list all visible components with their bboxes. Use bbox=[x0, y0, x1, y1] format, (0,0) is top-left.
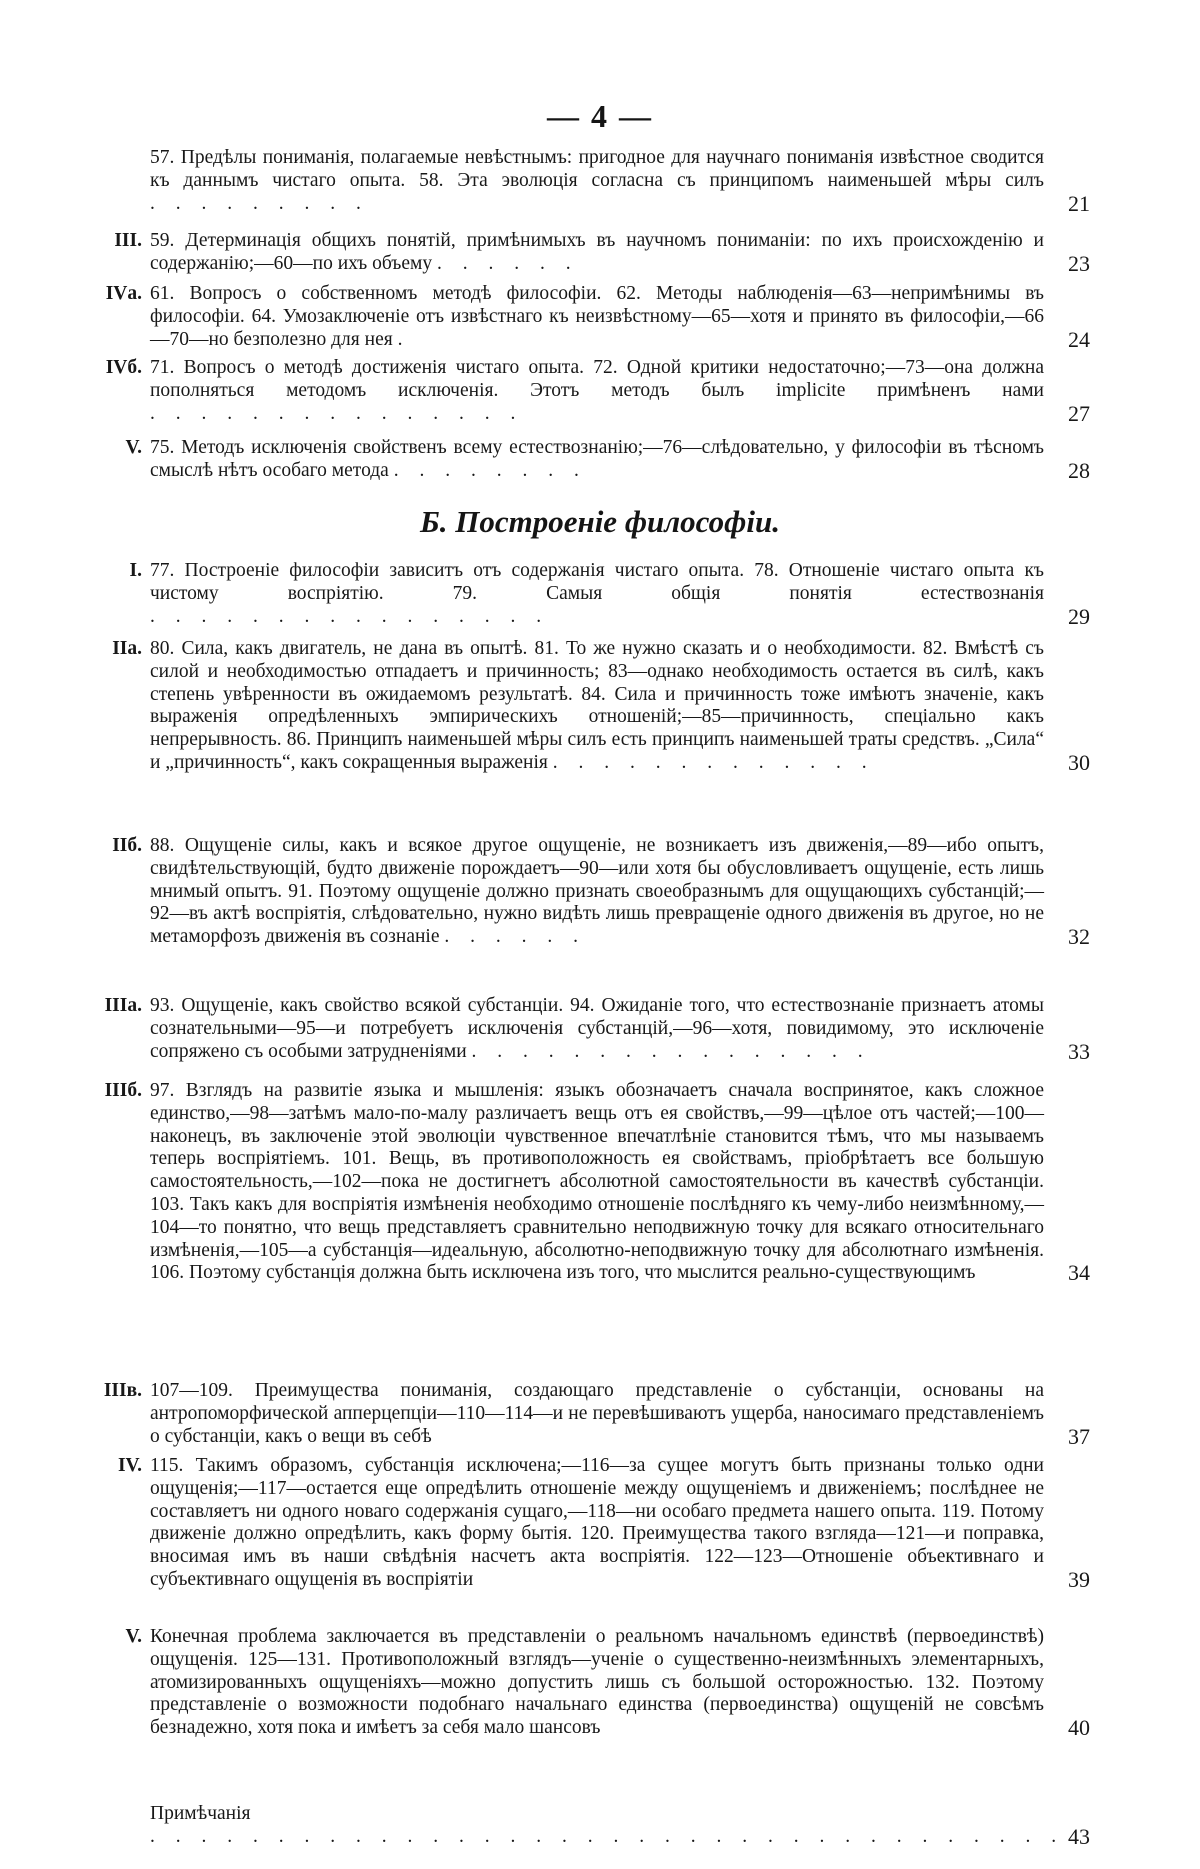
entry-number: IIIб. bbox=[104, 1080, 142, 1101]
section-heading: Б. Построеніе философіи. bbox=[420, 504, 780, 539]
toc-entry bbox=[150, 147, 1090, 216]
dot-leader: . . . . . . . . . . . . . . . bbox=[150, 402, 524, 424]
dot-leader: . . . . . . bbox=[444, 926, 586, 948]
dot-leader: . . . . . . . . . . . . . . . . . . . . . . . . . . . . . . . . . . . . bbox=[150, 1825, 1065, 1847]
entry-text: 57. Предѣлы пониманія, полагаемые невѣстнымъ: пригодное для научнаго пониманія извѣстное сводится къ даннымъ чистаго опыта. 58. Эта эволюція согласна съ принципомъ наименьшей мѣры силъ bbox=[150, 147, 1044, 191]
entry-number: IIб. bbox=[112, 835, 142, 856]
dot-leader: . . . . . . . . bbox=[393, 459, 587, 481]
entry-text: 80. Сила, какъ двигатель, не дана въ опытѣ. 81. То же нужно сказать и о необходимости. 82. Вмѣстѣ съ силой и необходимостью отпадаетъ и причинность; 83—однако необходимость остается въ силѣ, какъ степень увѣренности въ ожидаемомъ результатѣ. 84. Сила и причинность тоже имѣютъ значеніе, какъ выраженія опредѣленныхъ эмпирическихъ отношеній;—85—причинность, спеціально какъ непрерывность. 86. Принципъ наименьшей мѣры силъ есть принципъ наименьшей траты средствъ. „Сила“ и „причинность“, какъ сокращенныя выраженія bbox=[150, 638, 1044, 773]
entry-page-ref: 40 bbox=[1068, 1715, 1090, 1741]
entry-number: IVб. bbox=[105, 357, 142, 378]
entry-page-ref: 37 bbox=[1068, 1423, 1090, 1449]
entry-page-ref: 33 bbox=[1068, 1038, 1090, 1064]
toc-entry bbox=[105, 283, 1090, 352]
entry-text: 93. Ощущеніе, какъ свойство всякой субстанціи. 94. Ожиданіе того, что естествознаніе признаетъ атомы сознательными—95—и потребуетъ исключенія субстанцій,—96—хотя, повидимому, это исключеніе сопряжено съ особыми затрудненіями bbox=[150, 995, 1044, 1062]
entry-text: Примѣчанія bbox=[150, 1803, 251, 1824]
dot-leader: . . . . . . . . . . . . . . . . bbox=[471, 1040, 871, 1062]
entry-page-ref: 21 bbox=[1068, 190, 1090, 216]
entry-page-ref: 23 bbox=[1068, 250, 1090, 276]
toc-entry bbox=[112, 638, 1090, 775]
entry-text: 77. Построеніе философіи зависитъ отъ содержанія чистаго опыта. 78. Отношеніе чистаго опыта къ чистому воспріятію. 79. Самыя общія понятія естествознанія bbox=[150, 560, 1044, 604]
dot-leader: . bbox=[397, 328, 411, 350]
toc-entry bbox=[125, 437, 1090, 483]
entry-page-ref: 27 bbox=[1068, 400, 1090, 426]
entry-page-ref: 28 bbox=[1068, 457, 1090, 483]
toc-entry bbox=[150, 1803, 1090, 1849]
entry-number: IVа. bbox=[105, 283, 142, 304]
toc-entry bbox=[114, 230, 1090, 276]
dot-leader: . . . . . . bbox=[437, 252, 579, 274]
entry-page-ref: 43 bbox=[1068, 1823, 1090, 1849]
entry-text: 97. Взглядъ на развитіе языка и мышленія: языкъ обозначаетъ сначала воспринятое, какъ сложное единство,—98—затѣмъ мало-по-малу различаетъ вещь отъ ея свойствъ,—99—цѣлое отъ частей;—100—наконецъ, въ заключеніе этой эволюціи чувственное впечатлѣніе становится тѣмъ, что мы называемъ теперь воспріятіемъ. 101. Вещь, въ противоположность ея свойствамъ, пріобрѣтаетъ все большую самостоятельность,—102—пока не достигнетъ абсолютной самостоятельности въ качествѣ субстанціи. 103. Такъ какъ для воспріятія измѣненія необходимо отношеніе послѣдняго къ чему-либо неизмѣнному,—104—то понятно, что вещь представляетъ сравнительно неподвижную точку для всякаго относительнаго измѣненія,—105—а субстанція—идеальную, абсолютно-неподвижную точку для абсолютнаго измѣненія. 106. Поэтому субстанція должна быть исключена изъ того, что мыслится реально-существующимъ bbox=[150, 1080, 1044, 1284]
entry-page-ref: 32 bbox=[1068, 924, 1090, 950]
entry-page-ref: 34 bbox=[1068, 1260, 1090, 1286]
entry-number: IV. bbox=[117, 1455, 142, 1476]
entry-number: I. bbox=[129, 560, 142, 581]
toc-entry bbox=[105, 357, 1090, 426]
entry-page-ref: 29 bbox=[1068, 603, 1090, 629]
entry-page-ref: 30 bbox=[1068, 749, 1090, 775]
entry-text: 61. Вопросъ о собственномъ методѣ философіи. 62. Методы наблюденія—63—непримѣнимы въ философіи. 64. Умозаключеніе отъ извѣстнаго къ неизвѣстному—65—хотя и принято въ философіи,—66—70—но безполезно для нея bbox=[150, 283, 1044, 350]
dot-leader: . . . . . . . . . . . . . . . . bbox=[150, 605, 550, 627]
entry-page-ref: 39 bbox=[1068, 1566, 1090, 1592]
toc-entry bbox=[104, 1080, 1090, 1286]
entry-number: V. bbox=[125, 437, 142, 458]
entry-text: 107—109. Преимущества пониманія, создающаго представленіе о субстанціи, основаны на антропоморфической апперцепціи—110—114—и не перевѣшиваютъ ущерба, наносимаго представленіемъ о субстанціи, какъ о вещи въ себѣ bbox=[150, 1380, 1044, 1447]
toc-entry bbox=[112, 835, 1090, 950]
entry-number: IIIв. bbox=[103, 1380, 142, 1401]
entry-number: V. bbox=[125, 1626, 142, 1647]
entry-text: 59. Детерминація общихъ понятій, примѣнимыхъ въ научномъ пониманіи: по ихъ происхожденію и содержанію;—60—по ихъ объему bbox=[150, 230, 1044, 274]
entry-text: Конечная проблема заключается въ представленіи о реальномъ начальномъ единствѣ (первоединствѣ) ощущенія. 125—131. Противоположный взглядъ—ученіе о существенно-неизмѣнныхъ элементарныхъ, атомизированныхъ ощущеніяхъ—можно допустить лишь съ большой осторожностью. 132. Поэтому представленіе о возможности подобнаго начальнаго единства (первоединства) ощущеній не совсѣмъ безнадежно, хотя пока и имѣетъ за себя мало шансовъ bbox=[150, 1626, 1044, 1739]
toc-entry bbox=[103, 1380, 1090, 1449]
dot-leader: . . . . . . . . . . . . . bbox=[552, 751, 875, 773]
entry-text: 75. Методъ исключенія свойственъ всему естествознанію;—76—слѣдовательно, у философіи въ тѣсномъ смыслѣ нѣтъ особаго метода bbox=[150, 437, 1044, 481]
toc-entry bbox=[125, 1626, 1090, 1741]
toc-entry bbox=[129, 560, 1090, 629]
entry-page-ref: 24 bbox=[1068, 326, 1090, 352]
dot-leader: . . . . . . . . . bbox=[150, 192, 369, 214]
entry-number: IIIа. bbox=[104, 995, 142, 1016]
entry-text: 115. Такимъ образомъ, субстанція исключена;—116—за сущее могутъ быть признаны только одни ощущенія;—117—остается еще опредѣлить отношеніе между ощущеніемъ и движеніемъ; послѣднее не составляетъ ни одного новаго содержанія сущаго,—118—ни особаго предмета нашего опыта. 119. Потому движеніе должно опредѣлить, какъ форму бытія. 120. Преимущества такого взгляда—121—и поправка, вносимая имъ въ наши свѣдѣнія насчетъ акта воспріятія. 122—123—Отношеніе объективнаго и субъективнаго ощущенія въ воспріятіи bbox=[150, 1455, 1044, 1590]
entry-number: IIа. bbox=[112, 638, 142, 659]
entry-text: 88. Ощущеніе силы, какъ и всякое другое ощущеніе, не возникаетъ изъ движенія,—89—ибо опытъ, свидѣтельствующій, будто движеніе порождаетъ—90—или хотя бы обусловливаетъ ощущеніе, есть лишь мнимый опытъ. 91. Поэтому ощущеніе должно признать своеобразнымъ для ощущающихъ субстанцій;—92—въ актѣ воспріятія, слѣдовательно, нужно видѣть лишь превращеніе одного движенія въ другое, но не метаморфозъ движенія въ сознаніе bbox=[150, 835, 1044, 948]
toc-entry bbox=[104, 995, 1090, 1064]
page-number: — 4 — bbox=[547, 98, 653, 134]
entry-text: 71. Вопросъ о методѣ достиженія чистаго опыта. 72. Одной критики недостаточно;—73—она должна пополняться методомъ исключенія. Этотъ методъ былъ implicite примѣненъ нами bbox=[150, 357, 1044, 401]
entry-number: III. bbox=[114, 230, 142, 251]
toc-entry bbox=[117, 1455, 1090, 1592]
